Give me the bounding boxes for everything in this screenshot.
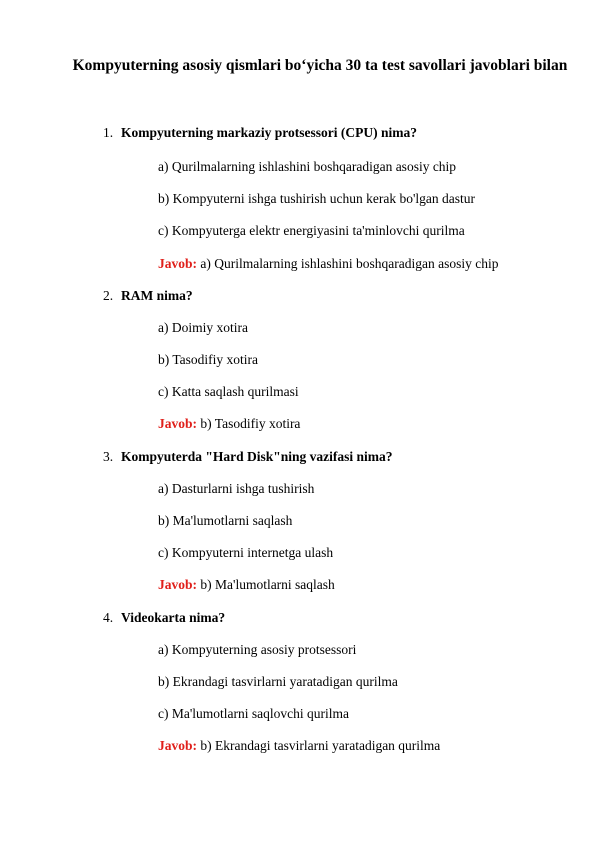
question-4 [103, 610, 225, 626]
answer-text: b) Tasodifiy xotira [200, 416, 301, 431]
question-3 [103, 449, 393, 465]
answer-line [158, 256, 498, 272]
option-c: c) Kompyuterni internetga ulash [158, 545, 334, 560]
option-a: a) Dasturlarni ishga tushirish [158, 481, 315, 496]
question-number: 1. [103, 125, 114, 140]
option-b: b) Ma'lumotlarni saqlash [158, 513, 293, 528]
answer-text: b) Ekrandagi tasvirlarni yaratadigan qurilma [200, 738, 441, 753]
answer-line [158, 577, 335, 593]
answer-label: Javob: [158, 738, 198, 753]
option-c: c) Ma'lumotlarni saqlovchi qurilma [158, 706, 350, 721]
answer-line [158, 738, 440, 754]
option-b: b) Ekrandagi tasvirlarni yaratadigan qurilma [158, 674, 398, 689]
answer-label: Javob: [158, 256, 198, 271]
document-title: Kompyuterning asosiy qismlari bo‘yicha 30 ta test savollari javoblari bilan [72, 57, 568, 74]
question-2 [103, 288, 193, 304]
answer-text: a) Qurilmalarning ishlashini boshqaradigan asosiy chip [200, 256, 499, 271]
option-b: b) Kompyuterni ishga tushirish uchun kerak bo'lgan dastur [158, 191, 475, 206]
question-text: Kompyuterda "Hard Disk"ning vazifasi nima? [121, 449, 393, 464]
question-number: 2. [103, 288, 114, 303]
question-1 [103, 125, 417, 141]
option-c: c) Kompyuterga elektr energiyasini ta'minlovchi qurilma [158, 223, 465, 238]
question-text: Kompyuterning markaziy protsessori (CPU) nima? [121, 125, 417, 140]
option-a: a) Doimiy xotira [158, 320, 248, 335]
answer-label: Javob: [158, 577, 198, 592]
question-number: 4. [103, 610, 114, 625]
answer-label: Javob: [158, 416, 198, 431]
answer-line [158, 416, 300, 432]
option-a: a) Kompyuterning asosiy protsessori [158, 642, 357, 657]
option-a: a) Qurilmalarning ishlashini boshqaradigan asosiy chip [158, 159, 457, 174]
question-text: RAM nima? [121, 288, 193, 303]
option-b: b) Tasodifiy xotira [158, 352, 259, 367]
question-text: Videokarta nima? [121, 610, 226, 625]
answer-text: b) Ma'lumotlarni saqlash [200, 577, 335, 592]
option-c: c) Katta saqlash qurilmasi [158, 384, 299, 399]
question-number: 3. [103, 449, 114, 464]
